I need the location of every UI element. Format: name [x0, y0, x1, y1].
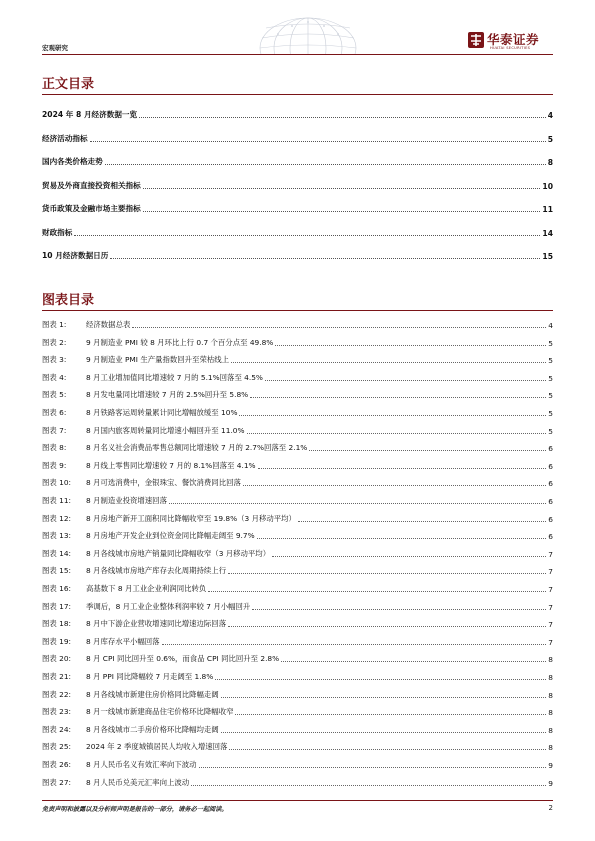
- toc-item-page: 4: [547, 111, 553, 120]
- figure-item-title: 8 月房地产开发企业到位资金同比降幅走阔至 9.7%: [86, 531, 255, 541]
- figure-leader-dots: [247, 433, 547, 434]
- figure-item-page: 9: [548, 761, 553, 770]
- toc-item-title: 货币政策及金融市场主要指标: [42, 204, 141, 213]
- toc-item[interactable]: [42, 202, 553, 214]
- figure-item-title: 8 月一线城市新建商品住宅价格环比降幅收窄: [86, 707, 234, 717]
- footer-disclaimer: 免责声明和披露以及分析师声明是报告的一部分，请务必一起阅读。: [42, 806, 228, 813]
- figure-item-label: 图表 9:: [42, 460, 67, 470]
- figure-item[interactable]: [42, 406, 553, 418]
- figure-item-label: 图表 22:: [42, 689, 72, 699]
- logo-text: 华泰证券: [487, 32, 540, 47]
- huatai-logo-mark-icon: [468, 32, 484, 48]
- figure-item-label: 图表 20:: [42, 654, 72, 664]
- figure-leader-dots: [243, 485, 546, 486]
- figure-item-page: 5: [548, 426, 553, 436]
- toc-leader-dots: [74, 235, 540, 236]
- figure-item-title: 季调后，8 月工业企业整体利润率较 7 月小幅回升: [86, 601, 251, 611]
- figure-leader-dots: [272, 556, 546, 557]
- figure-item-title: 8 月 CPI 同比回升至 0.6%，而食品 CPI 同比回升至 2.8%: [86, 654, 280, 664]
- toc-item-page: 8: [547, 158, 553, 167]
- figure-item-title: 8 月制造业投资增速回落: [86, 496, 167, 505]
- toc-item-page: 11: [542, 205, 553, 214]
- figure-item-page: 6: [548, 461, 553, 471]
- figure-item-title: 9 月制造业 PMI 较 8 月环比上行 0.7 个百分点至 49.8%: [86, 337, 274, 347]
- figure-item-label: 图表 17:: [42, 601, 72, 611]
- figure-item-page: 7: [548, 567, 553, 577]
- figure-leader-dots: [132, 327, 546, 328]
- figure-item-label: 图表 1:: [42, 320, 67, 329]
- footer-divider: [42, 800, 553, 801]
- figure-item[interactable]: [42, 494, 553, 506]
- figure-leader-dots: [235, 714, 546, 715]
- toc-leader-dots: [90, 141, 546, 142]
- figure-item[interactable]: [42, 388, 553, 400]
- figure-item[interactable]: [42, 688, 553, 700]
- globe-watermark-icon: [248, 8, 368, 54]
- figure-item-page: 8: [548, 655, 553, 665]
- figure-leader-dots: [208, 591, 546, 592]
- figure-item[interactable]: [42, 740, 553, 752]
- figure-leader-dots: [199, 767, 547, 768]
- figure-item-label: 图表 2:: [42, 337, 67, 347]
- figure-item-label: 图表 7:: [42, 425, 67, 435]
- figure-item-page: 5: [548, 356, 553, 366]
- huatai-logo: [468, 30, 554, 52]
- figure-item-label: 图表 10:: [42, 478, 72, 488]
- figure-item-page: 5: [548, 373, 553, 383]
- figure-item[interactable]: [42, 758, 553, 770]
- figure-item-title: 8 月房地产新开工面积同比降幅收窄至 19.8%（3 月移动平均）: [86, 513, 296, 523]
- figure-item-title: 9 月制造业 PMI 生产量指数回升至荣枯线上: [86, 355, 230, 365]
- figure-item-label: 图表 4:: [42, 372, 67, 382]
- figure-leader-dots: [162, 644, 547, 645]
- figure-item-label: 图表 15:: [42, 566, 72, 576]
- toc-item-page: 10: [542, 181, 553, 191]
- figure-item-label: 图表 21:: [42, 672, 72, 681]
- figure-item-page: 8: [548, 690, 553, 700]
- figure-item-label: 图表 19:: [42, 636, 72, 646]
- figure-leader-dots: [281, 661, 546, 662]
- toc-title: 正文目录: [42, 77, 95, 92]
- figure-item[interactable]: [42, 670, 553, 682]
- figure-item-title: 8 月各线城市房地产库存去化周期持续上行: [86, 566, 227, 576]
- toc-leader-dots: [143, 211, 541, 212]
- figure-item-title: 8 月可选消费中，金银珠宝、餐饮消费同比回落: [86, 478, 241, 488]
- figure-leader-dots: [169, 503, 546, 504]
- toc-item-title: 财政指标: [42, 227, 73, 237]
- figure-leader-dots: [250, 397, 546, 398]
- figure-item[interactable]: [42, 459, 553, 471]
- figure-item[interactable]: [42, 723, 553, 735]
- toc-item[interactable]: [42, 179, 553, 191]
- figure-item-label: 图表 23:: [42, 707, 72, 717]
- figure-item-page: 5: [548, 391, 553, 401]
- logo-subtext: HUATAI SECURITIES: [490, 46, 531, 50]
- toc-item[interactable]: [42, 249, 553, 261]
- figure-item-title: 8 月人民币兑美元汇率向上波动: [86, 777, 190, 787]
- figure-item-page: 8: [548, 708, 553, 718]
- figures-title: 图表目录: [42, 293, 95, 308]
- figure-item-label: 图表 5:: [42, 390, 67, 400]
- figure-item[interactable]: [42, 371, 553, 383]
- toc-item[interactable]: [42, 226, 553, 238]
- figure-item-page: 8: [548, 725, 553, 735]
- figure-item-page: 6: [548, 479, 553, 489]
- figure-leader-dots: [191, 785, 546, 786]
- toc-item-page: 14: [542, 228, 553, 238]
- toc-leader-dots: [105, 164, 546, 165]
- figure-leader-dots: [298, 521, 546, 522]
- figure-item-title: 8 月库存水平小幅回落: [86, 636, 160, 646]
- figure-item-title: 高基数下 8 月工业企业利润同比转负: [86, 584, 207, 593]
- figure-item-page: 6: [548, 514, 553, 524]
- figure-item-label: 图表 14:: [42, 548, 72, 558]
- toc-item-page: 5: [547, 134, 553, 144]
- figure-item[interactable]: [42, 564, 553, 576]
- figure-leader-dots: [309, 450, 546, 451]
- figure-item-title: 8 月各线城市房地产销量同比降幅收窄（3 月移动平均）: [86, 548, 271, 558]
- figure-item-page: 7: [548, 549, 553, 559]
- figure-item-title: 8 月国内旅客周转量同比增速小幅回升至 11.0%: [86, 425, 245, 435]
- figure-item-label: 图表 24:: [42, 724, 72, 734]
- figure-item-page: 8: [548, 743, 553, 753]
- figure-item[interactable]: [42, 547, 553, 559]
- figure-item[interactable]: [42, 600, 553, 612]
- figure-item[interactable]: [42, 529, 553, 541]
- toc-item-title: 贸易及外商直接投资相关指标: [42, 180, 141, 190]
- figure-leader-dots: [229, 749, 546, 750]
- figure-item[interactable]: [42, 353, 553, 365]
- figure-item-label: 图表 11:: [42, 496, 72, 505]
- figure-item-title: 8 月铁路客运周转量累计同比增幅放缓至 10%: [86, 408, 238, 417]
- figure-item-label: 图表 26:: [42, 760, 72, 769]
- figure-item-label: 图表 3:: [42, 355, 67, 365]
- figure-item-title: 8 月人民币名义有效汇率向下波动: [86, 760, 197, 769]
- figure-item-page: 7: [548, 585, 553, 594]
- toc-item-title: 经济活动指标: [42, 133, 88, 143]
- figure-item-page: 7: [548, 637, 553, 647]
- figure-item[interactable]: [42, 776, 553, 788]
- figure-leader-dots: [257, 538, 547, 539]
- figures-title-divider: [42, 310, 553, 311]
- figure-item-page: 7: [548, 620, 553, 630]
- figure-item[interactable]: [42, 336, 553, 348]
- figure-item-label: 图表 6:: [42, 408, 67, 417]
- figure-item-label: 图表 18:: [42, 619, 72, 629]
- figure-item[interactable]: [42, 441, 553, 453]
- figure-item[interactable]: [42, 635, 553, 647]
- figure-leader-dots: [231, 362, 546, 363]
- figure-item[interactable]: [42, 705, 553, 717]
- figure-item[interactable]: [42, 652, 553, 664]
- toc-item[interactable]: [42, 155, 553, 167]
- figure-item-label: 图表 12:: [42, 513, 72, 523]
- figure-item-title: 8 月发电量同比增速较 7 月的 2.5%回升至 5.8%: [86, 390, 249, 400]
- figure-item-title: 8 月线上零售同比增速较 7 月的 8.1%回落至 4.1%: [86, 460, 256, 470]
- toc-item-title: 国内各类价格走势: [42, 157, 103, 166]
- figure-item[interactable]: [42, 582, 553, 594]
- figure-item-title: 8 月中下游企业营收增速同比增速边际回落: [86, 619, 227, 629]
- figure-item-label: 图表 13:: [42, 531, 72, 541]
- page-header: [0, 0, 595, 62]
- figure-item[interactable]: [42, 476, 553, 488]
- figure-item-title: 8 月名义社会消费品零售总额同比增速较 7 月的 2.7%回落至 2.1%: [86, 443, 308, 453]
- figure-item-page: 7: [548, 602, 553, 612]
- figure-item-page: 9: [548, 778, 553, 788]
- figure-leader-dots: [252, 609, 546, 610]
- figure-item[interactable]: [42, 424, 553, 436]
- figure-item-page: 8: [548, 673, 553, 682]
- toc-item-title: 2024 年 8 月经济数据一览: [42, 110, 138, 119]
- toc-item-page: 15: [542, 252, 553, 261]
- figure-item-title: 8 月各线城市新建住房价格同比降幅走阔: [86, 689, 219, 699]
- page-number: 2: [548, 804, 553, 812]
- figure-item-page: 6: [548, 497, 553, 506]
- toc-item-title: 10 月经济数据日历: [42, 251, 109, 260]
- figure-item-label: 图表 8:: [42, 443, 67, 453]
- toc-leader-dots: [139, 117, 546, 118]
- figure-item-page: 6: [548, 532, 553, 542]
- figure-item-page: 5: [548, 338, 553, 348]
- figure-item-title: 8 月 PPI 同比降幅较 7 月走阔至 1.8%: [86, 672, 214, 681]
- toc-item[interactable]: [42, 132, 553, 144]
- figure-leader-dots: [221, 697, 547, 698]
- figure-item-label: 图表 27:: [42, 777, 72, 787]
- figure-leader-dots: [275, 345, 546, 346]
- figure-item-title: 8 月各线城市二手房价格环比降幅均走阔: [86, 724, 219, 734]
- figure-item-page: 5: [548, 409, 553, 418]
- figure-leader-dots: [228, 573, 546, 574]
- toc-title-divider: [42, 94, 553, 95]
- figure-leader-dots: [228, 626, 546, 627]
- toc-leader-dots: [110, 258, 540, 259]
- toc-leader-dots: [143, 188, 541, 189]
- toc-item[interactable]: [42, 108, 553, 120]
- report-category: 宏观研究: [42, 44, 68, 52]
- figure-leader-dots: [258, 468, 547, 469]
- figure-item-page: 6: [548, 444, 553, 454]
- figure-item-label: 图表 16:: [42, 584, 72, 593]
- figure-item-label: 图表 25:: [42, 742, 72, 752]
- figure-item-title: 经济数据总表: [86, 320, 131, 329]
- figure-item[interactable]: [42, 318, 553, 330]
- figure-item-page: 4: [548, 321, 553, 330]
- header-divider: [42, 54, 553, 55]
- figure-leader-dots: [221, 732, 547, 733]
- figure-item[interactable]: [42, 512, 553, 524]
- figure-leader-dots: [239, 415, 546, 416]
- figure-leader-dots: [265, 380, 546, 381]
- figure-leader-dots: [215, 679, 546, 680]
- figure-item-title: 8 月工业增加值同比增速较 7 月的 5.1%回落至 4.5%: [86, 372, 263, 382]
- figure-item[interactable]: [42, 617, 553, 629]
- figure-item-title: 2024 年 2 季度城镇居民人均收入增速回落: [86, 742, 228, 752]
